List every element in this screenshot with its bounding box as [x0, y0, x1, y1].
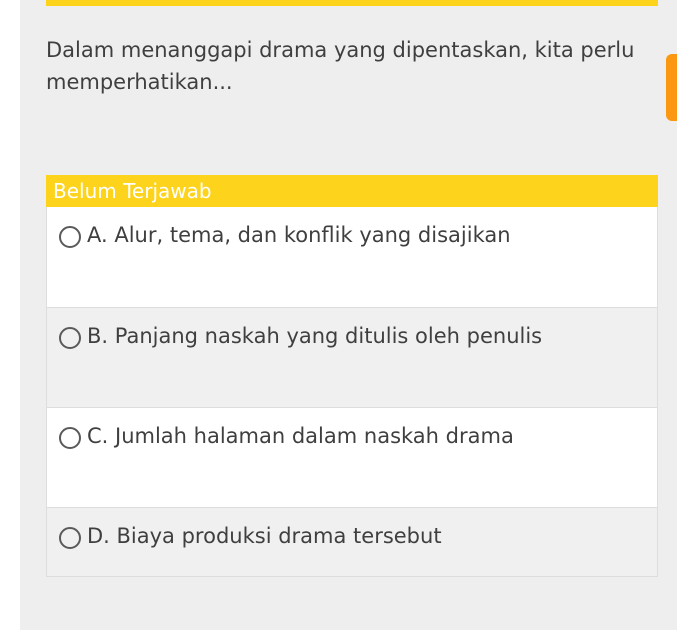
answer-options-list	[46, 207, 658, 577]
answer-option-b[interactable]	[47, 307, 657, 407]
top-accent-bar	[46, 0, 658, 6]
answer-option-label: B. Panjang naskah yang ditulis oleh penulis	[87, 324, 543, 348]
answer-option-c[interactable]	[47, 407, 657, 507]
answer-option-label: C. Jumlah halaman dalam naskah drama	[87, 424, 514, 448]
side-navigation-tab[interactable]	[666, 54, 677, 121]
answer-option-label: A. Alur, tema, dan konflik yang disajikan	[87, 223, 511, 247]
answer-status-banner: Belum Terjawab	[46, 175, 658, 207]
radio-button-icon[interactable]	[59, 226, 81, 248]
radio-button-icon[interactable]	[59, 527, 81, 549]
radio-button-icon[interactable]	[59, 427, 81, 449]
answer-option-d[interactable]	[47, 507, 657, 576]
radio-button-icon[interactable]	[59, 327, 81, 349]
answer-option-label: D. Biaya produksi drama tersebut	[87, 524, 442, 548]
question-text: Dalam menanggapi drama yang dipentaskan, kita perlu memperhatikan...	[46, 38, 635, 94]
answer-option-a[interactable]	[47, 207, 657, 307]
